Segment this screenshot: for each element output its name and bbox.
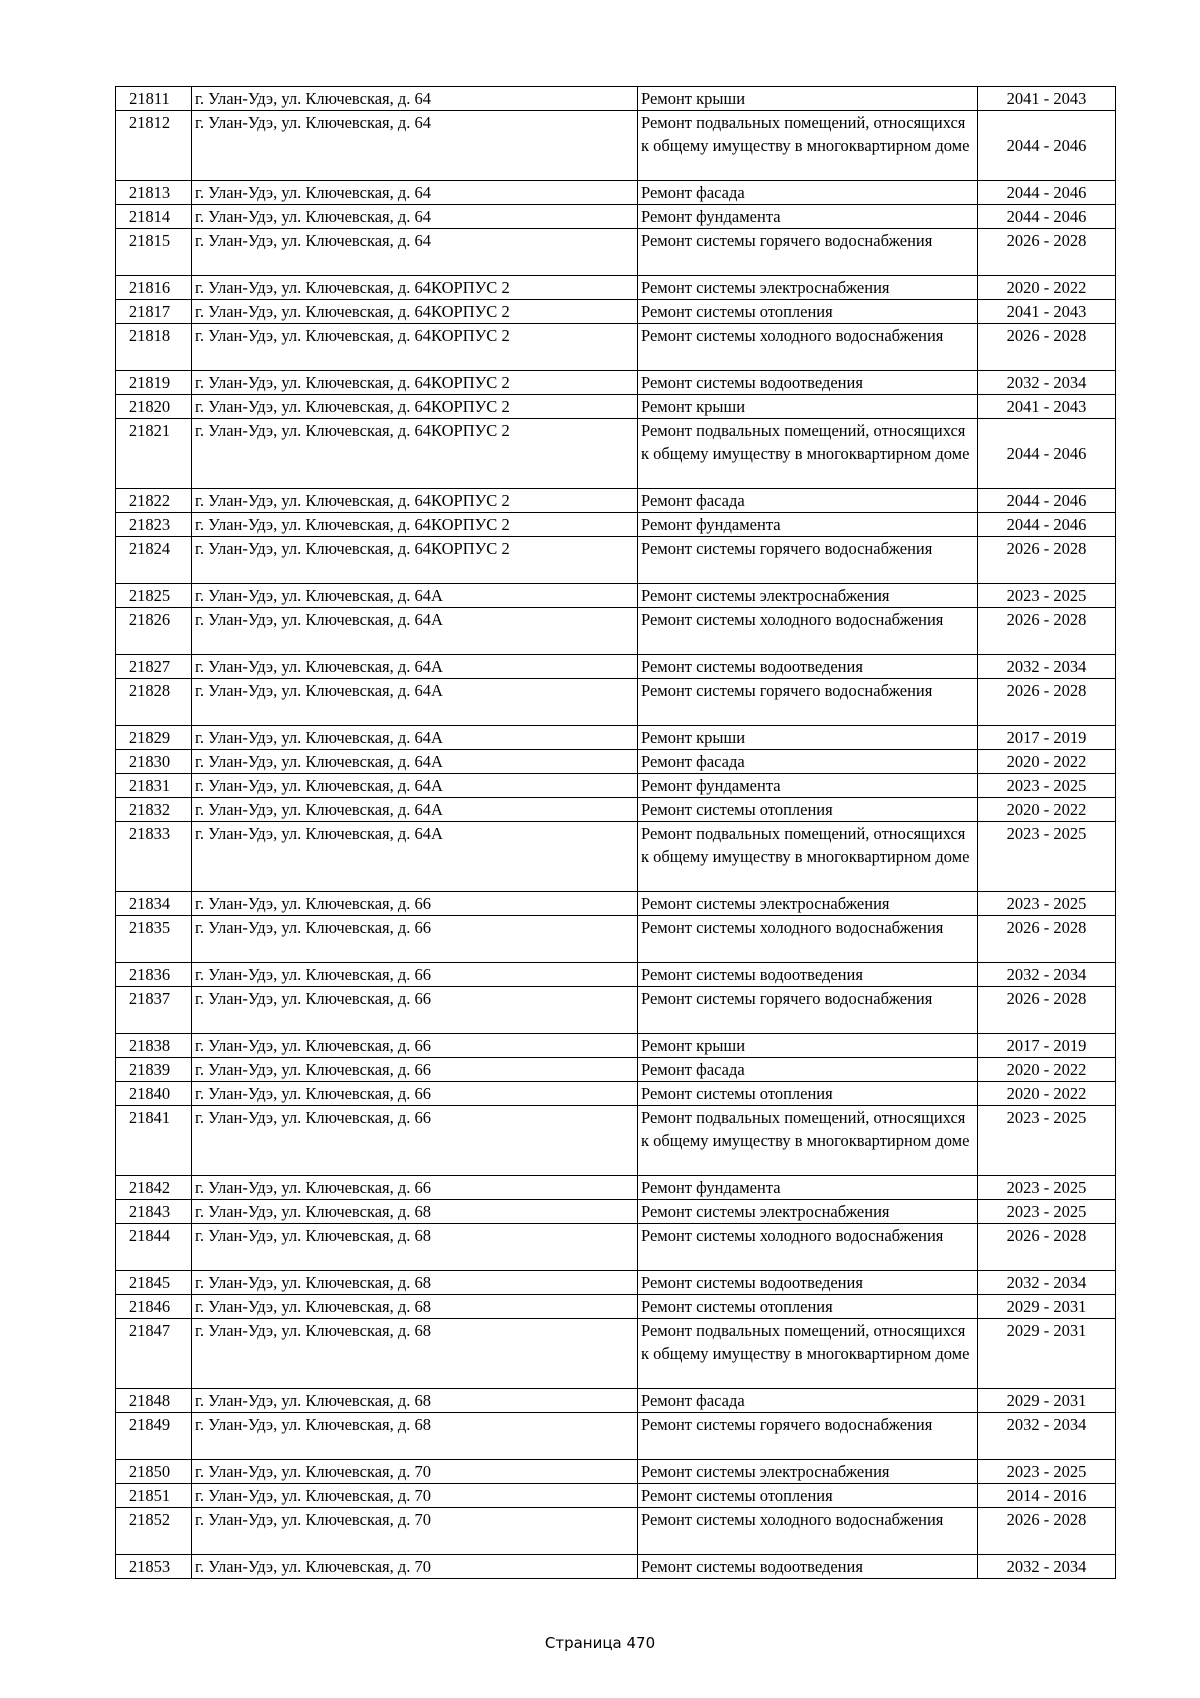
period-cell: 2044 - 2046 (978, 111, 1116, 181)
period-cell: 2023 - 2025 (978, 1176, 1116, 1200)
row-number-cell: 21816 (116, 276, 192, 300)
table-row (116, 1484, 1116, 1508)
work-type-cell: Ремонт крыши (638, 1034, 978, 1058)
period-cell: 2032 - 2034 (978, 655, 1116, 679)
address-cell: г. Улан-Удэ, ул. Ключевская, д. 70 (192, 1508, 638, 1555)
row-number-cell: 21847 (116, 1319, 192, 1389)
row-number-cell: 21830 (116, 750, 192, 774)
address-cell: г. Улан-Удэ, ул. Ключевская, д. 64А (192, 726, 638, 750)
row-number-cell: 21851 (116, 1484, 192, 1508)
table-row (116, 892, 1116, 916)
address-cell: г. Улан-Удэ, ул. Ключевская, д. 68 (192, 1224, 638, 1271)
address-cell: г. Улан-Удэ, ул. Ключевская, д. 64 (192, 87, 638, 111)
address-cell: г. Улан-Удэ, ул. Ключевская, д. 64КОРПУС 2 (192, 513, 638, 537)
address-cell: г. Улан-Удэ, ул. Ключевская, д. 70 (192, 1555, 638, 1579)
period-cell: 2026 - 2028 (978, 1224, 1116, 1271)
address-cell: г. Улан-Удэ, ул. Ключевская, д. 70 (192, 1460, 638, 1484)
address-cell: г. Улан-Удэ, ул. Ключевская, д. 66 (192, 916, 638, 963)
table-row (116, 489, 1116, 513)
table-row (116, 300, 1116, 324)
address-cell: г. Улан-Удэ, ул. Ключевская, д. 66 (192, 1058, 638, 1082)
work-type-cell: Ремонт системы холодного водоснабжения (638, 1508, 978, 1555)
address-cell: г. Улан-Удэ, ул. Ключевская, д. 64КОРПУС 2 (192, 537, 638, 584)
row-number-cell: 21823 (116, 513, 192, 537)
table-row (116, 608, 1116, 655)
period-cell: 2026 - 2028 (978, 916, 1116, 963)
address-cell: г. Улан-Удэ, ул. Ключевская, д. 64КОРПУС 2 (192, 419, 638, 489)
row-number-cell: 21845 (116, 1271, 192, 1295)
address-cell: г. Улан-Удэ, ул. Ключевская, д. 68 (192, 1389, 638, 1413)
address-cell: г. Улан-Удэ, ул. Ключевская, д. 64КОРПУС 2 (192, 324, 638, 371)
row-number-cell: 21850 (116, 1460, 192, 1484)
table-row (116, 419, 1116, 489)
work-type-cell: Ремонт системы горячего водоснабжения (638, 1413, 978, 1460)
table-row (116, 822, 1116, 892)
period-cell: 2026 - 2028 (978, 537, 1116, 584)
address-cell: г. Улан-Удэ, ул. Ключевская, д. 66 (192, 892, 638, 916)
period-cell: 2026 - 2028 (978, 1508, 1116, 1555)
period-cell: 2029 - 2031 (978, 1389, 1116, 1413)
table-row (116, 1082, 1116, 1106)
address-cell: г. Улан-Удэ, ул. Ключевская, д. 66 (192, 1176, 638, 1200)
period-cell: 2029 - 2031 (978, 1319, 1116, 1389)
table-row (116, 181, 1116, 205)
table-row (116, 963, 1116, 987)
table-row (116, 324, 1116, 371)
table-row (116, 655, 1116, 679)
row-number-cell: 21814 (116, 205, 192, 229)
period-cell: 2020 - 2022 (978, 798, 1116, 822)
work-type-cell: Ремонт фундамента (638, 205, 978, 229)
table-row (116, 537, 1116, 584)
row-number-cell: 21834 (116, 892, 192, 916)
row-number-cell: 21818 (116, 324, 192, 371)
address-cell: г. Улан-Удэ, ул. Ключевская, д. 64КОРПУС 2 (192, 276, 638, 300)
table-row (116, 1271, 1116, 1295)
period-cell: 2023 - 2025 (978, 1106, 1116, 1176)
work-type-cell: Ремонт системы водоотведения (638, 655, 978, 679)
row-number-cell: 21833 (116, 822, 192, 892)
work-type-cell: Ремонт системы горячего водоснабжения (638, 537, 978, 584)
table-row (116, 371, 1116, 395)
period-cell: 2026 - 2028 (978, 987, 1116, 1034)
address-cell: г. Улан-Удэ, ул. Ключевская, д. 64 (192, 229, 638, 276)
work-type-cell: Ремонт фундамента (638, 774, 978, 798)
period-cell: 2032 - 2034 (978, 963, 1116, 987)
table-row (116, 726, 1116, 750)
row-number-cell: 21811 (116, 87, 192, 111)
period-cell: 2026 - 2028 (978, 324, 1116, 371)
address-cell: г. Улан-Удэ, ул. Ключевская, д. 64КОРПУС 2 (192, 395, 638, 419)
period-cell: 2026 - 2028 (978, 679, 1116, 726)
address-cell: г. Улан-Удэ, ул. Ключевская, д. 68 (192, 1413, 638, 1460)
work-type-cell: Ремонт системы холодного водоснабжения (638, 324, 978, 371)
table-row (116, 513, 1116, 537)
works-table (115, 86, 1116, 1579)
row-number-cell: 21812 (116, 111, 192, 181)
period-cell: 2017 - 2019 (978, 726, 1116, 750)
period-cell: 2020 - 2022 (978, 1082, 1116, 1106)
work-type-cell: Ремонт системы горячего водоснабжения (638, 229, 978, 276)
period-cell: 2023 - 2025 (978, 584, 1116, 608)
address-cell: г. Улан-Удэ, ул. Ключевская, д. 64КОРПУС 2 (192, 371, 638, 395)
row-number-cell: 21822 (116, 489, 192, 513)
row-number-cell: 21853 (116, 1555, 192, 1579)
period-cell: 2041 - 2043 (978, 395, 1116, 419)
address-cell: г. Улан-Удэ, ул. Ключевская, д. 70 (192, 1484, 638, 1508)
work-type-cell: Ремонт системы электроснабжения (638, 584, 978, 608)
period-cell: 2032 - 2034 (978, 1271, 1116, 1295)
work-type-cell: Ремонт подвальных помещений, относящихся к общему имуществу в многоквартирном доме (638, 419, 978, 489)
table-row (116, 1508, 1116, 1555)
work-type-cell: Ремонт подвальных помещений, относящихся к общему имуществу в многоквартирном доме (638, 111, 978, 181)
period-cell: 2014 - 2016 (978, 1484, 1116, 1508)
period-cell: 2023 - 2025 (978, 1200, 1116, 1224)
table-row (116, 1389, 1116, 1413)
period-cell: 2026 - 2028 (978, 229, 1116, 276)
address-cell: г. Улан-Удэ, ул. Ключевская, д. 64 (192, 181, 638, 205)
row-number-cell: 21849 (116, 1413, 192, 1460)
period-cell: 2032 - 2034 (978, 1555, 1116, 1579)
table-row (116, 1460, 1116, 1484)
address-cell: г. Улан-Удэ, ул. Ключевская, д. 64 (192, 205, 638, 229)
table-row (116, 1058, 1116, 1082)
work-type-cell: Ремонт системы электроснабжения (638, 892, 978, 916)
address-cell: г. Улан-Удэ, ул. Ключевская, д. 68 (192, 1271, 638, 1295)
row-number-cell: 21813 (116, 181, 192, 205)
row-number-cell: 21839 (116, 1058, 192, 1082)
work-type-cell: Ремонт системы электроснабжения (638, 1200, 978, 1224)
period-cell: 2041 - 2043 (978, 300, 1116, 324)
table-row (116, 1319, 1116, 1389)
table-row (116, 774, 1116, 798)
period-cell: 2044 - 2046 (978, 419, 1116, 489)
page-number: Страница 470 (544, 1634, 656, 1652)
work-type-cell: Ремонт подвальных помещений, относящихся к общему имуществу в многоквартирном доме (638, 1106, 978, 1176)
table-row (116, 1200, 1116, 1224)
address-cell: г. Улан-Удэ, ул. Ключевская, д. 64А (192, 774, 638, 798)
table-row (116, 1413, 1116, 1460)
table-row (116, 205, 1116, 229)
work-type-cell: Ремонт системы отопления (638, 300, 978, 324)
work-type-cell: Ремонт системы отопления (638, 1295, 978, 1319)
works-table-body (116, 87, 1116, 1579)
work-type-cell: Ремонт фундамента (638, 513, 978, 537)
work-type-cell: Ремонт фасада (638, 489, 978, 513)
period-cell: 2020 - 2022 (978, 1058, 1116, 1082)
period-cell: 2023 - 2025 (978, 1460, 1116, 1484)
work-type-cell: Ремонт крыши (638, 395, 978, 419)
row-number-cell: 21848 (116, 1389, 192, 1413)
address-cell: г. Улан-Удэ, ул. Ключевская, д. 66 (192, 1106, 638, 1176)
row-number-cell: 21825 (116, 584, 192, 608)
row-number-cell: 21852 (116, 1508, 192, 1555)
table-row (116, 1295, 1116, 1319)
table-row (116, 750, 1116, 774)
address-cell: г. Улан-Удэ, ул. Ключевская, д. 64А (192, 655, 638, 679)
work-type-cell: Ремонт подвальных помещений, относящихся к общему имуществу в многоквартирном доме (638, 1319, 978, 1389)
table-row (116, 276, 1116, 300)
table-row (116, 1224, 1116, 1271)
row-number-cell: 21826 (116, 608, 192, 655)
period-cell: 2020 - 2022 (978, 276, 1116, 300)
work-type-cell: Ремонт фундамента (638, 1176, 978, 1200)
row-number-cell: 21831 (116, 774, 192, 798)
row-number-cell: 21836 (116, 963, 192, 987)
address-cell: г. Улан-Удэ, ул. Ключевская, д. 68 (192, 1295, 638, 1319)
row-number-cell: 21824 (116, 537, 192, 584)
address-cell: г. Улан-Удэ, ул. Ключевская, д. 64КОРПУС 2 (192, 489, 638, 513)
table-row (116, 1176, 1116, 1200)
address-cell: г. Улан-Удэ, ул. Ключевская, д. 66 (192, 963, 638, 987)
row-number-cell: 21844 (116, 1224, 192, 1271)
table-row (116, 229, 1116, 276)
work-type-cell: Ремонт системы холодного водоснабжения (638, 916, 978, 963)
period-cell: 2044 - 2046 (978, 513, 1116, 537)
work-type-cell: Ремонт фасада (638, 750, 978, 774)
row-number-cell: 21846 (116, 1295, 192, 1319)
table-row (116, 1034, 1116, 1058)
row-number-cell: 21837 (116, 987, 192, 1034)
work-type-cell: Ремонт системы электроснабжения (638, 1460, 978, 1484)
period-cell: 2044 - 2046 (978, 489, 1116, 513)
address-cell: г. Улан-Удэ, ул. Ключевская, д. 68 (192, 1200, 638, 1224)
address-cell: г. Улан-Удэ, ул. Ключевская, д. 66 (192, 987, 638, 1034)
address-cell: г. Улан-Удэ, ул. Ключевская, д. 64КОРПУС 2 (192, 300, 638, 324)
period-cell: 2044 - 2046 (978, 205, 1116, 229)
period-cell: 2026 - 2028 (978, 608, 1116, 655)
work-type-cell: Ремонт подвальных помещений, относящихся к общему имуществу в многоквартирном доме (638, 822, 978, 892)
row-number-cell: 21840 (116, 1082, 192, 1106)
work-type-cell: Ремонт системы отопления (638, 798, 978, 822)
row-number-cell: 21817 (116, 300, 192, 324)
work-type-cell: Ремонт системы водоотведения (638, 1271, 978, 1295)
row-number-cell: 21843 (116, 1200, 192, 1224)
table-row (116, 584, 1116, 608)
period-cell: 2020 - 2022 (978, 750, 1116, 774)
table-row (116, 798, 1116, 822)
address-cell: г. Улан-Удэ, ул. Ключевская, д. 66 (192, 1034, 638, 1058)
table-row (116, 987, 1116, 1034)
row-number-cell: 21838 (116, 1034, 192, 1058)
address-cell: г. Улан-Удэ, ул. Ключевская, д. 68 (192, 1319, 638, 1389)
address-cell: г. Улан-Удэ, ул. Ключевская, д. 66 (192, 1082, 638, 1106)
period-cell: 2023 - 2025 (978, 822, 1116, 892)
work-type-cell: Ремонт крыши (638, 726, 978, 750)
address-cell: г. Улан-Удэ, ул. Ключевская, д. 64А (192, 608, 638, 655)
work-type-cell: Ремонт системы отопления (638, 1082, 978, 1106)
table-row (116, 916, 1116, 963)
row-number-cell: 21841 (116, 1106, 192, 1176)
work-type-cell: Ремонт системы холодного водоснабжения (638, 608, 978, 655)
work-type-cell: Ремонт системы электроснабжения (638, 276, 978, 300)
period-cell: 2044 - 2046 (978, 181, 1116, 205)
address-cell: г. Улан-Удэ, ул. Ключевская, д. 64 (192, 111, 638, 181)
work-type-cell: Ремонт системы горячего водоснабжения (638, 987, 978, 1034)
work-type-cell: Ремонт системы водоотведения (638, 371, 978, 395)
table-row (116, 111, 1116, 181)
work-type-cell: Ремонт системы отопления (638, 1484, 978, 1508)
work-type-cell: Ремонт системы водоотведения (638, 1555, 978, 1579)
work-type-cell: Ремонт фасада (638, 1058, 978, 1082)
address-cell: г. Улан-Удэ, ул. Ключевская, д. 64А (192, 798, 638, 822)
work-type-cell: Ремонт крыши (638, 87, 978, 111)
row-number-cell: 21842 (116, 1176, 192, 1200)
row-number-cell: 21820 (116, 395, 192, 419)
work-type-cell: Ремонт фасада (638, 181, 978, 205)
row-number-cell: 21815 (116, 229, 192, 276)
table-row (116, 679, 1116, 726)
row-number-cell: 21821 (116, 419, 192, 489)
work-type-cell: Ремонт фасада (638, 1389, 978, 1413)
table-row (116, 87, 1116, 111)
period-cell: 2032 - 2034 (978, 1413, 1116, 1460)
work-type-cell: Ремонт системы водоотведения (638, 963, 978, 987)
period-cell: 2023 - 2025 (978, 892, 1116, 916)
address-cell: г. Улан-Удэ, ул. Ключевская, д. 64А (192, 750, 638, 774)
period-cell: 2032 - 2034 (978, 371, 1116, 395)
period-cell: 2017 - 2019 (978, 1034, 1116, 1058)
table-row (116, 1106, 1116, 1176)
table-row (116, 1555, 1116, 1579)
row-number-cell: 21835 (116, 916, 192, 963)
address-cell: г. Улан-Удэ, ул. Ключевская, д. 64А (192, 584, 638, 608)
row-number-cell: 21819 (116, 371, 192, 395)
row-number-cell: 21828 (116, 679, 192, 726)
period-cell: 2023 - 2025 (978, 774, 1116, 798)
table-row (116, 395, 1116, 419)
period-cell: 2041 - 2043 (978, 87, 1116, 111)
work-type-cell: Ремонт системы горячего водоснабжения (638, 679, 978, 726)
row-number-cell: 21832 (116, 798, 192, 822)
work-type-cell: Ремонт системы холодного водоснабжения (638, 1224, 978, 1271)
period-cell: 2029 - 2031 (978, 1295, 1116, 1319)
row-number-cell: 21827 (116, 655, 192, 679)
row-number-cell: 21829 (116, 726, 192, 750)
address-cell: г. Улан-Удэ, ул. Ключевская, д. 64А (192, 822, 638, 892)
address-cell: г. Улан-Удэ, ул. Ключевская, д. 64А (192, 679, 638, 726)
